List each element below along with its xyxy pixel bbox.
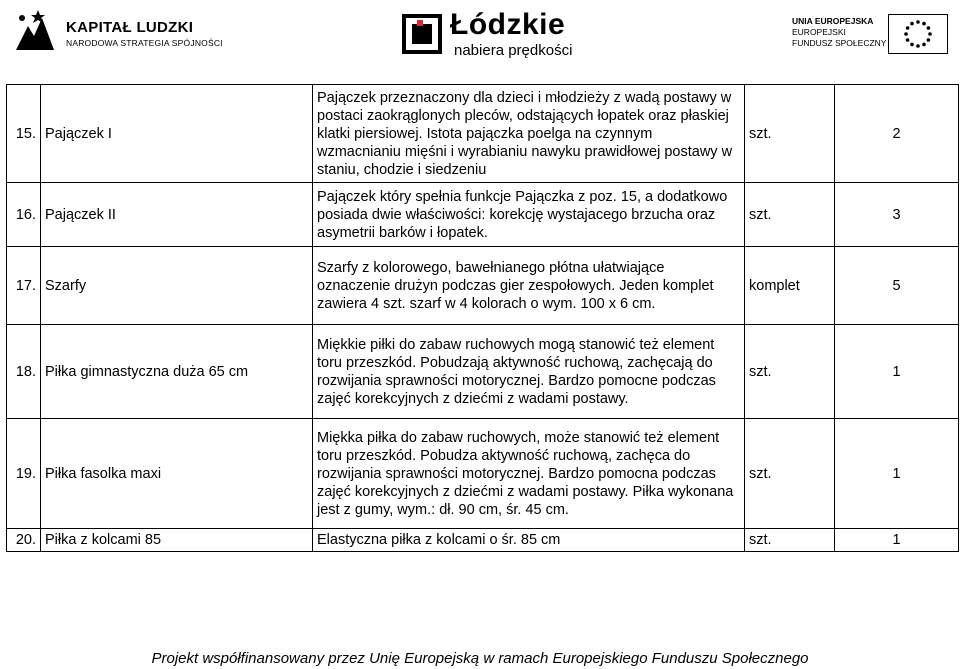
row-number: 19. [7, 419, 41, 529]
item-unit: szt. [745, 529, 835, 552]
lodzkie-title: Łódzkie [450, 8, 566, 41]
item-name: Piłka z kolcami 85 [41, 529, 313, 552]
item-unit: komplet [745, 247, 835, 325]
table-row [7, 529, 959, 552]
item-description: Elastyczna piłka z kolcami o śr. 85 cm [313, 529, 745, 552]
ue-line2: EUROPEJSKI [792, 27, 846, 37]
kapital-ludzki-title: KAPITAŁ LUDZKI [66, 19, 194, 36]
item-name: Piłka gimnastyczna duża 65 cm [41, 325, 313, 419]
item-unit: szt. [745, 419, 835, 529]
table-row [7, 247, 959, 325]
row-number: 20. [7, 529, 41, 552]
item-unit: szt. [745, 325, 835, 419]
item-quantity: 1 [835, 419, 959, 529]
item-name: Pajączek II [41, 183, 313, 247]
eu-flag-icon [888, 14, 948, 54]
item-quantity: 2 [835, 85, 959, 183]
ue-text [792, 16, 886, 49]
lodzkie-icon [402, 14, 442, 54]
ue-line3: FUNDUSZ SPOŁECZNY [792, 38, 887, 48]
ue-line1: UNIA EUROPEJSKA [792, 16, 874, 26]
lodzkie-logo [402, 8, 602, 62]
item-quantity: 3 [835, 183, 959, 247]
item-description: Szarfy z kolorowego, bawełnianego płótna ułatwiające oznaczenie drużyn podczas gier zespołowych. Jeden komplet zawiera 4 szt. szarf w 4 kolorach o wym. 100 x 6 cm. [313, 247, 745, 325]
page-header [0, 0, 960, 80]
item-unit: szt. [745, 85, 835, 183]
item-quantity: 1 [835, 325, 959, 419]
item-name: Pajączek I [41, 85, 313, 183]
kapital-ludzki-logo [8, 6, 228, 56]
page-footer: Projekt współfinansowany przez Unię Europejską w ramach Europejskiego Funduszu Społecznego [151, 650, 809, 667]
table-row [7, 325, 959, 419]
item-unit: szt. [745, 183, 835, 247]
table-row [7, 183, 959, 247]
kapital-ludzki-icon [8, 6, 60, 56]
ue-logo [792, 14, 960, 58]
row-number: 15. [7, 85, 41, 183]
item-name: Piłka fasolka maxi [41, 419, 313, 529]
table-row [7, 419, 959, 529]
item-description: Miękka piłka do zabaw ruchowych, może stanowić też element toru przeszkód. Pobudza aktywność ruchową, zachęca do rozwijania sprawności motorycznej. Bardzo pomocna podczas zajęć korekcyjnych z dziećmi z wadami postawy. Piłka wykonana jest z gumy, wym.: dł. 90 cm, śr. 45 cm. [313, 419, 745, 529]
items-table [6, 84, 959, 552]
item-description: Pajączek przeznaczony dla dzieci i młodzieży z wadą postawy w postaci zaokrąglonych pleców, odstających łopatek oraz płaskiej klatki piersiowej. Istota pajączka poelga na czynnym wzmacnianiu mięśni i wyrabianiu nawyku prawidłowej postawy w staniu, chodzie i siedzeniu [313, 85, 745, 183]
row-number: 17. [7, 247, 41, 325]
item-name: Szarfy [41, 247, 313, 325]
item-quantity: 5 [835, 247, 959, 325]
kapital-ludzki-subtitle: NARODOWA STRATEGIA SPÓJNOŚCI [66, 38, 223, 48]
item-description: Pajączek który spełnia funkcje Pajączka z poz. 15, a dodatkowo posiada dwie właściwości: korekcję wystajacego brzucha oraz asymetrii barków i łopatek. [313, 183, 745, 247]
item-description: Miękkie piłki do zabaw ruchowych mogą stanowić też element toru przeszkód. Pobudzają aktywność ruchową, zachęcają do rozwijania sprawności motorycznej. Bardzo pomocne podczas zajęć korekcyjnych z dziećmi z wadami postawy. [313, 325, 745, 419]
row-number: 18. [7, 325, 41, 419]
item-quantity: 1 [835, 529, 959, 552]
table-row [7, 85, 959, 183]
row-number: 16. [7, 183, 41, 247]
lodzkie-subtitle: nabiera prędkości [454, 42, 573, 59]
